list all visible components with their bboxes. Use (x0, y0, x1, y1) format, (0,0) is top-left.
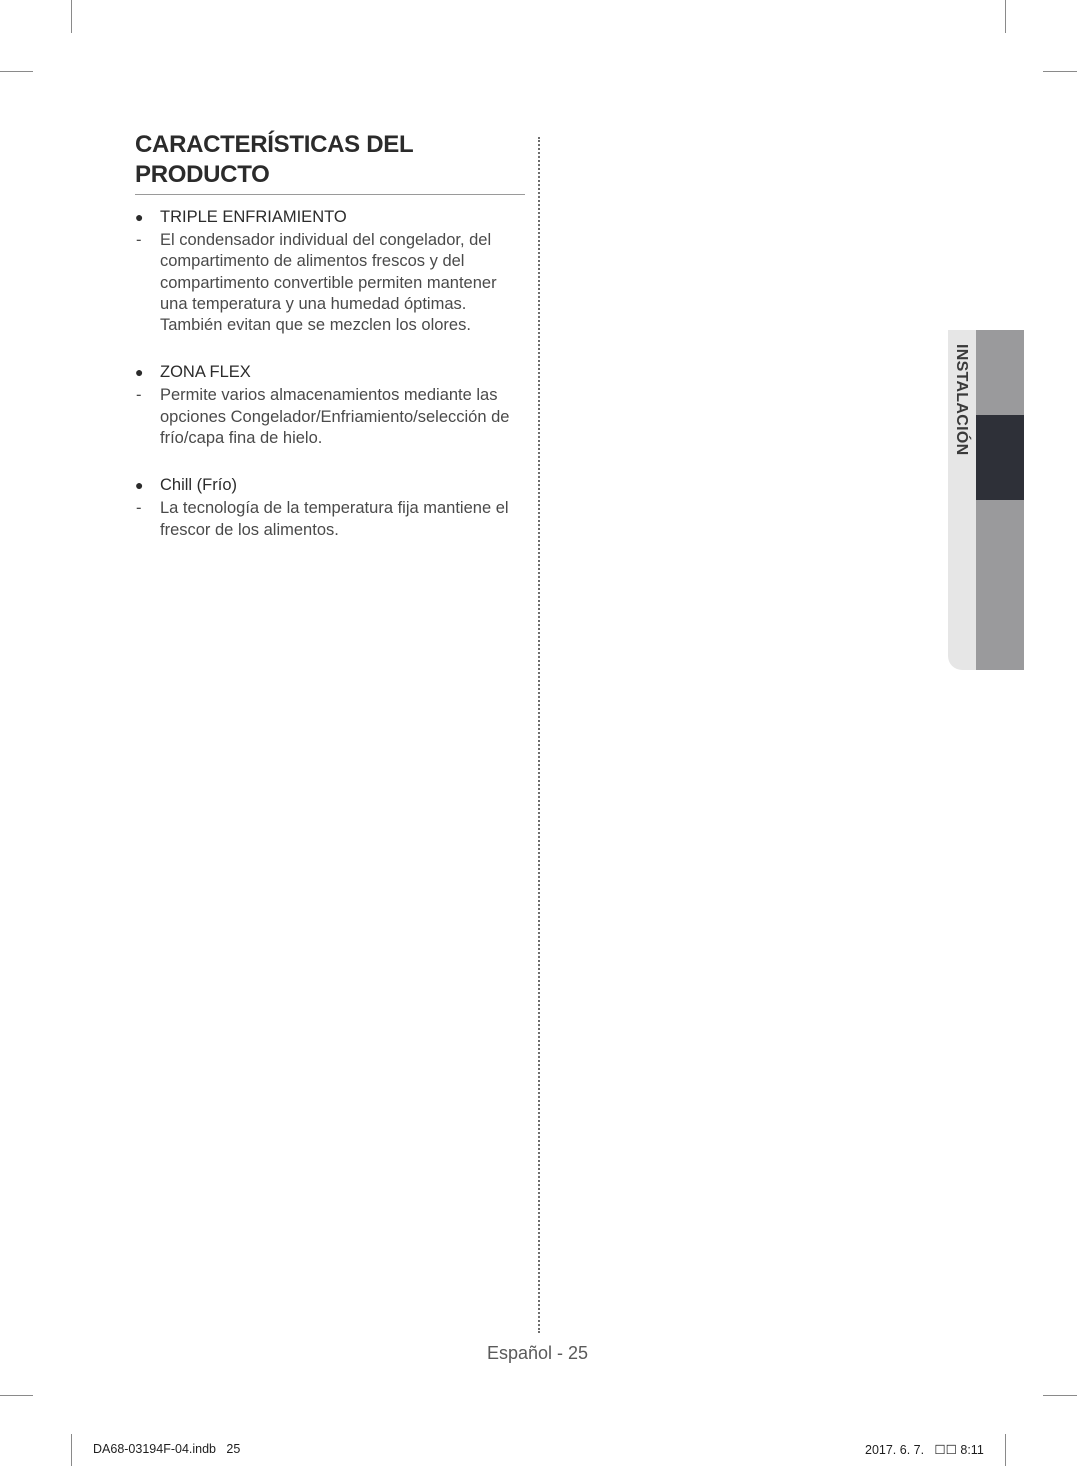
feature-description (135, 498, 527, 541)
crop-mark (1043, 71, 1077, 72)
bullet-icon: ● (135, 364, 144, 381)
column-divider (538, 137, 540, 1333)
feature-description-text: La tecnología de la temperatura fija mantiene el frescor de los alimentos. (160, 499, 509, 539)
feature-heading (135, 205, 527, 229)
crop-mark (71, 1434, 72, 1466)
title-line-2: PRODUCTO (135, 161, 270, 188)
footer-datetime: 2017. 6. 7. ☐☐ 8:11 (865, 1443, 984, 1457)
feature-heading-text: Chill (Frío) (160, 476, 237, 495)
feature-section (135, 205, 527, 336)
section-side-tab (948, 330, 1024, 670)
feature-heading (135, 360, 527, 384)
feature-description-text: El condensador individual del congelador, del compartimento de alimentos frescos y del compartimento convertible permiten mantener una temperatura y una humedad óptimas. También evitan que se mezclen los olores. (160, 231, 497, 335)
crop-mark (1005, 0, 1006, 33)
feature-heading (135, 473, 527, 497)
content-column (135, 130, 527, 541)
side-tab-segment-active (976, 415, 1024, 500)
title-line-1: CARACTERÍSTICAS DEL (135, 131, 414, 158)
bullet-icon: ● (135, 209, 144, 225)
feature-section (135, 473, 527, 541)
feature-description-text: Permite varios almacenamientos mediante las opciones Congelador/Enfriamiento/selección de frío/capa fina de hielo. (160, 386, 510, 448)
feature-section (135, 360, 527, 449)
side-tab-segment (976, 330, 1024, 415)
crop-mark (0, 1395, 33, 1396)
side-tab-label: INSTALACIÓN (953, 344, 970, 456)
dash-icon: - (136, 386, 142, 405)
footer-file-name: DA68-03194F-04.indb 25 (93, 1442, 241, 1456)
side-tab-segment (976, 500, 1024, 670)
crop-mark (71, 0, 72, 33)
dash-icon: - (136, 499, 142, 518)
bullet-icon: ● (135, 477, 144, 494)
feature-heading-text: ZONA FLEX (160, 363, 251, 382)
title-underline (135, 194, 525, 195)
crop-mark (0, 71, 33, 72)
feature-description (135, 385, 527, 449)
page-title (135, 130, 527, 190)
feature-heading-text: TRIPLE ENFRIAMIENTO (160, 208, 347, 226)
crop-mark (1043, 1395, 1077, 1396)
dash-icon: - (136, 231, 142, 249)
crop-mark (1005, 1434, 1006, 1466)
page-number: Español - 25 (487, 1343, 589, 1363)
feature-description (135, 230, 527, 336)
